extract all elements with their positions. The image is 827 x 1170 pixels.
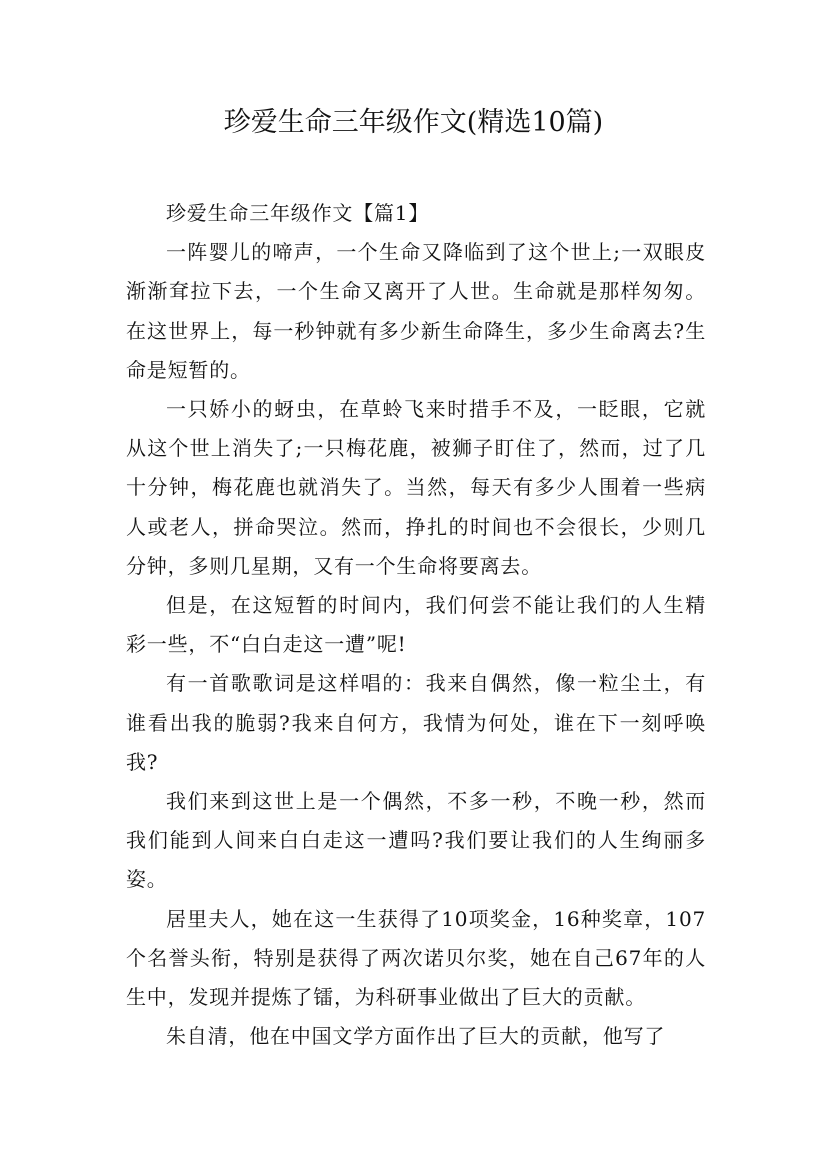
paragraph-1: 一阵婴儿的啼声，一个生命又降临到了这个世上;一双眼皮渐渐耷拉下去，一个生命又离开了人世。生命就是那样匆匆。在这世界上，每一秒钟就有多少新生命降生，多少生命离去?生命是短暂的。 <box>126 240 706 382</box>
paragraph-2: 一只娇小的蚜虫，在草蛉飞来时措手不及，一眨眼，它就从这个世上消失了;一只梅花鹿，被狮子盯住了，然而，过了几十分钟，梅花鹿也就消失了。当然，每天有多少人围着一些病人或老人，拼命哭泣。然而，挣扎的时间也不会很长，少则几分钟，多则几星期，又有一个生命将要离去。 <box>126 397 706 578</box>
section-heading: 珍爱生命三年级作文【篇1】 <box>166 201 430 225</box>
paragraph-7: 朱自清，他在中国文学方面作出了巨大的贡献，他写了 <box>166 1024 666 1049</box>
paragraph-5: 我们来到这世上是一个偶然，不多一秒，不晚一秒，然而我们能到人间来白白走这一遭吗?我们要让我们的人生绚丽多姿。 <box>126 789 706 892</box>
paragraph-3: 但是，在这短暂的时间内，我们何尝不能让我们的人生精彩一些，不“白白走这一遭”呢! <box>126 593 706 657</box>
paragraph-6: 居里夫人，她在这一生获得了10项奖金，16种奖章，107个名誉头衔，特别是获得了两次诺贝尔奖，她在自己67年的人生中，发现并提炼了镭，为科研事业做出了巨大的贡献。 <box>126 906 706 1010</box>
paragraph-4: 有一首歌歌词是这样唱的：我来自偶然，像一粒尘土，有谁看出我的脆弱?我来自何方，我情为何处，谁在下一刻呼唤我? <box>126 671 706 774</box>
document-body <box>126 194 706 1056</box>
document-title: 珍爱生命三年级作文(精选10篇) <box>223 107 604 138</box>
